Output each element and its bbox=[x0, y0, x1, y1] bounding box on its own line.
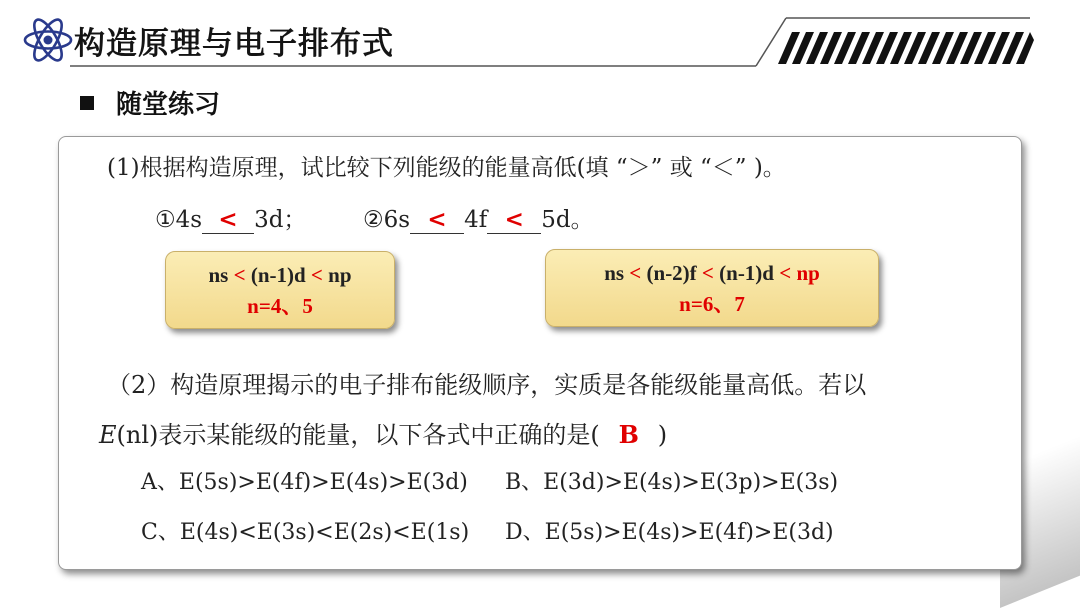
item-2-tail: 5d。 bbox=[541, 207, 594, 233]
callout-2-op-2: < bbox=[701, 261, 714, 285]
callout-2-term-d: (n-1)d bbox=[719, 261, 774, 285]
callout-1-ns: ns bbox=[208, 263, 229, 287]
item-2-answer-1: < bbox=[427, 206, 447, 233]
item-2-mid: 4f bbox=[464, 207, 488, 233]
question-2-line-1: （2）构造原理揭示的电子排布能级顺序，实质是各能级能量高低。若以 bbox=[107, 371, 867, 399]
question-2-prompt: (nl)表示某能级的能量，以下各式中正确的是( bbox=[116, 421, 600, 449]
page-title: 构造原理与电子排布式 bbox=[74, 26, 394, 62]
option-c: C、E(4s)<E(3s)<E(2s)<E(1s) bbox=[141, 520, 470, 545]
question-1-text: (1)根据构造原理，试比较下列能级的能量高低(填 “＞” 或 “＜” )。 bbox=[107, 155, 786, 181]
callout-2-n-values: n=6、7 bbox=[679, 292, 745, 316]
callout-2-np: np bbox=[796, 261, 820, 285]
callout-rule-1 bbox=[165, 251, 395, 329]
atom-icon bbox=[22, 14, 74, 66]
callout-2-op-1: < bbox=[629, 261, 642, 285]
item-2-blank-2 bbox=[487, 206, 541, 234]
callout-1-op-1: < bbox=[233, 263, 246, 287]
callout-1-term: (n-1)d bbox=[250, 263, 306, 287]
item-1-label: ①4s bbox=[155, 207, 203, 233]
callout-2-op-3: < bbox=[779, 261, 792, 285]
callout-1-np: np bbox=[328, 263, 352, 287]
item-1-blank bbox=[202, 206, 254, 234]
callout-1-n-values: n=4、5 bbox=[247, 294, 313, 318]
question-2-answer: B bbox=[618, 420, 639, 449]
energy-symbol: E bbox=[99, 421, 117, 449]
callout-2-term-f: (n-2)f bbox=[646, 261, 697, 285]
section-bullet bbox=[80, 96, 94, 110]
item-2-blank-1 bbox=[410, 206, 464, 234]
question-1-item-1 bbox=[155, 201, 306, 234]
exercise-panel bbox=[58, 136, 1022, 570]
section-title: 随堂练习 bbox=[116, 90, 221, 120]
option-d: D、E(5s)>E(4s)>E(4f)>E(3d) bbox=[505, 520, 834, 545]
callout-2-ns: ns bbox=[604, 261, 625, 285]
callout-rule-2 bbox=[545, 249, 879, 327]
item-1-tail: 3d； bbox=[254, 207, 307, 233]
item-2-label: ②6s bbox=[363, 207, 411, 233]
question-1-item-2 bbox=[363, 201, 594, 234]
item-2-answer-2: < bbox=[504, 206, 524, 233]
item-1-answer: < bbox=[218, 206, 238, 233]
callout-1-op-2: < bbox=[310, 263, 323, 287]
option-b: B、E(3d)>E(4s)>E(3p)>E(3s) bbox=[505, 470, 839, 495]
question-2-close-paren: ) bbox=[657, 421, 668, 449]
option-a: A、E(5s)>E(4f)>E(4s)>E(3d) bbox=[141, 470, 468, 495]
question-2-line-2 bbox=[99, 415, 667, 450]
